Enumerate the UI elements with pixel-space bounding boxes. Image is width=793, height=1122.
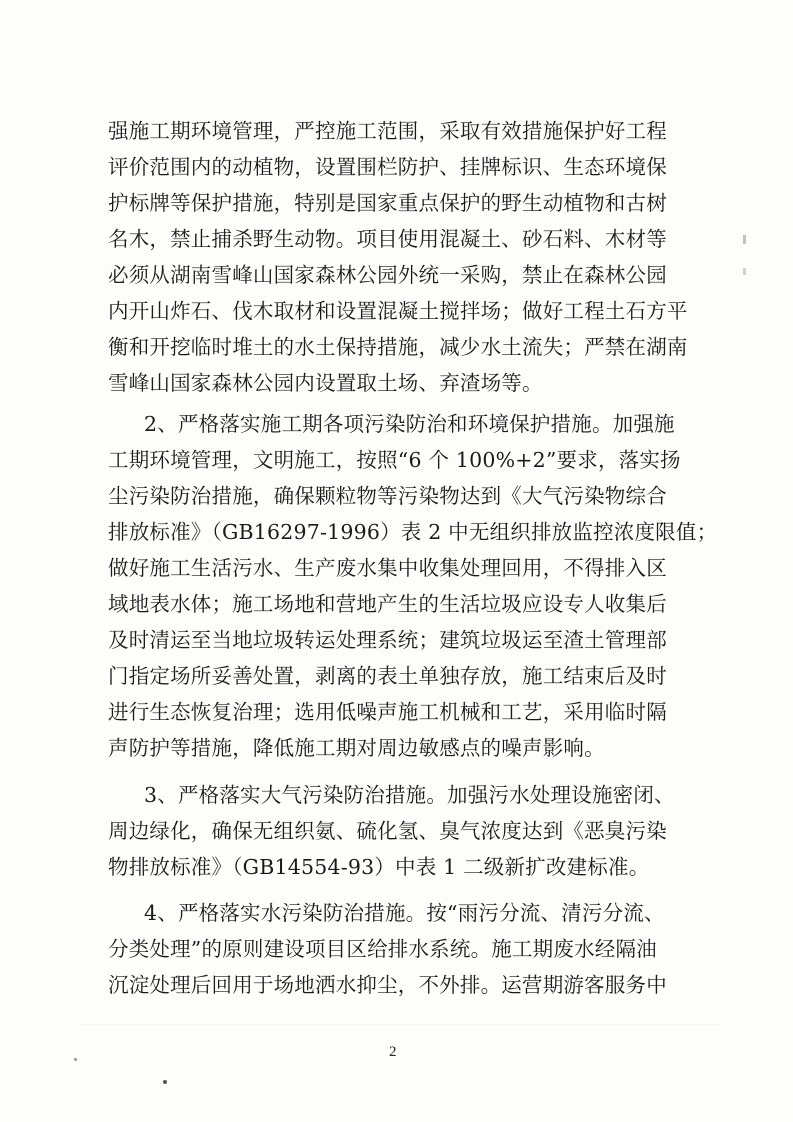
page-number: 2	[389, 1044, 397, 1060]
text-line: 评价范围内的动植物，设置围栏防护、挂牌标识、生态环境保	[108, 155, 667, 179]
scan-speck	[163, 1080, 167, 1084]
text-line: 做好施工生活污水、生产废水集中收集处理回用，不得排入区	[108, 556, 667, 580]
paragraph-3-first-line: 3、严格落实大气污染防治措施。加强污水处理设施密闭、	[144, 783, 675, 807]
paragraph-2-first-line: 2、严格落实施工期各项污染防治和环境保护措施。加强施	[144, 412, 675, 436]
text-line: 周边绿化，确保无组织氨、硫化氢、臭气浓度达到《恶臭污染	[108, 819, 667, 843]
text-line: 强施工期环境管理，严控施工范围，采取有效措施保护好工程	[108, 119, 667, 143]
paragraph-4-first-line: 4、严格落实水污染防治措施。按“雨污分流、清污分流、	[144, 901, 665, 925]
text-line: 物排放标准》（GB14554-93）中表 1 二级新扩改建标准。	[108, 855, 650, 879]
scan-mark	[743, 268, 746, 275]
text-line: 尘污染防治措施，确保颗粒物等污染物达到《大气污染物综合	[108, 484, 667, 508]
text-line: 工期环境管理，文明施工，按照“6 个 100%+2”要求，落实扬	[108, 448, 681, 472]
text-line: 衡和开挖临时堆土的水土保持措施，减少水土流失；严禁在湖南	[108, 335, 688, 359]
text-line: 雪峰山国家森林公园内设置取土场、弃渣场等。	[108, 371, 543, 395]
text-line: 进行生态恢复治理；选用低噪声施工机械和工艺，采用临时隔	[108, 700, 667, 724]
text-line: 名木，禁止捕杀野生动物。项目使用混凝土、砂石料、木材等	[108, 227, 667, 251]
text-line: 护标牌等保护措施，特别是国家重点保护的野生动植物和古树	[108, 191, 667, 215]
text-line: 必须从湖南雪峰山国家森林公园外统一采购，禁止在森林公园	[108, 263, 667, 287]
text-line: 及时清运至当地垃圾转运处理系统；建筑垃圾运至渣土管理部	[108, 628, 667, 652]
text-line: 排放标准》（GB16297-1996）表 2 中无组织排放监控浓度限值；	[108, 520, 718, 544]
text-line: 声防护等措施，降低施工期对周边敏感点的噪声影响。	[108, 736, 605, 760]
scan-speck	[74, 1058, 77, 1061]
text-line: 内开山炸石、伐木取材和设置混凝土搅拌场；做好工程土石方平	[108, 299, 688, 323]
scan-line	[80, 1024, 720, 1025]
text-line: 沉淀处理后回用于场地洒水抑尘，不外排。运营期游客服务中	[108, 973, 667, 997]
scan-mark	[743, 235, 746, 244]
text-line: 门指定场所妥善处置，剥离的表土单独存放，施工结束后及时	[108, 664, 667, 688]
text-line: 域地表水体；施工场地和营地产生的生活垃圾应设专人收集后	[108, 592, 667, 616]
text-line: 分类处理”的原则建设项目区给排水系统。施工期废水经隔油	[108, 937, 657, 961]
